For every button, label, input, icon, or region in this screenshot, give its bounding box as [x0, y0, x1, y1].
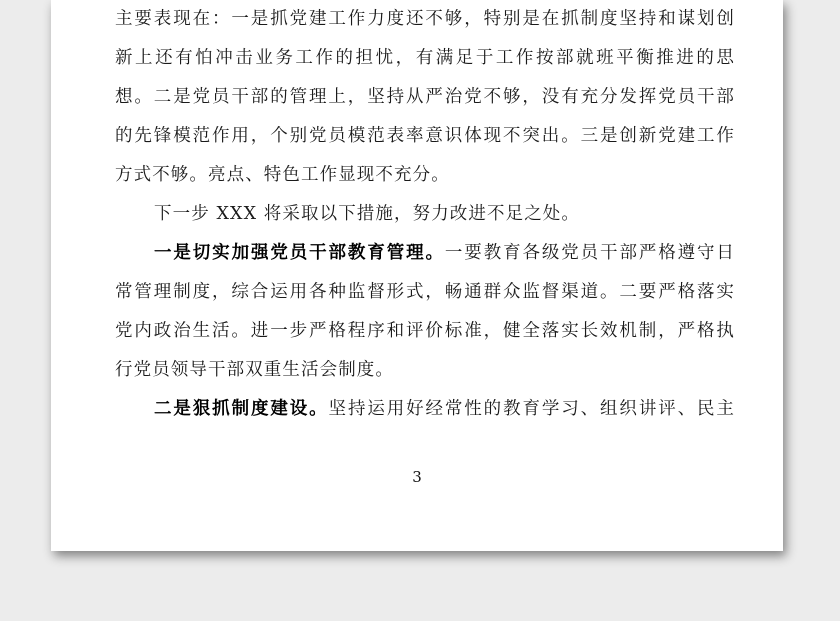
paragraph-1-line-1: 主要表现在：一是抓党建工作力度还不够，特别是在抓制度坚持和谋划创	[115, 9, 735, 29]
paragraph-1-line-4: 的先锋模范作用，个别党员模范表率意识体现不突出。三是创新党建工作	[115, 126, 735, 146]
paragraph-3-first-rest: 一要教育各级党员干部严格遵守日	[444, 243, 735, 263]
paragraph-3-line-1	[115, 234, 735, 273]
paragraph-1-line-2: 新上还有怕冲击业务工作的担忧，有满足于工作按部就班平衡推进的思	[115, 48, 735, 68]
paragraph-1-line-3: 想。二是党员干部的管理上，坚持从严治党不够，没有充分发挥党员干部	[115, 87, 735, 107]
paragraph-3-line-4: 行党员领导干部双重生活会制度。	[115, 360, 394, 380]
paragraph-4-first-rest: 坚持运用好经常性的教育学习、组织讲评、民主	[328, 399, 735, 419]
paragraph-4-heading: 二是狠抓制度建设。	[154, 399, 329, 419]
paragraph-4-line-1	[115, 390, 735, 429]
paragraph-3-heading: 一是切实加强党员干部教育管理。	[154, 243, 445, 263]
document-page	[51, 0, 783, 551]
paragraph-2: 下一步 XXX 将采取以下措施，努力改进不足之处。	[154, 204, 580, 224]
page-number: 3	[412, 468, 422, 486]
paragraph-1-line-5: 方式不够。亮点、特色工作显现不充分。	[115, 165, 450, 185]
document-body	[115, 0, 735, 429]
paragraph-3-line-2: 常管理制度，综合运用各种监督形式，畅通群众监督渠道。二要严格落实	[115, 282, 735, 302]
paragraph-3-line-3: 党内政治生活。进一步严格程序和评价标准，健全落实长效机制，严格执	[115, 321, 735, 341]
